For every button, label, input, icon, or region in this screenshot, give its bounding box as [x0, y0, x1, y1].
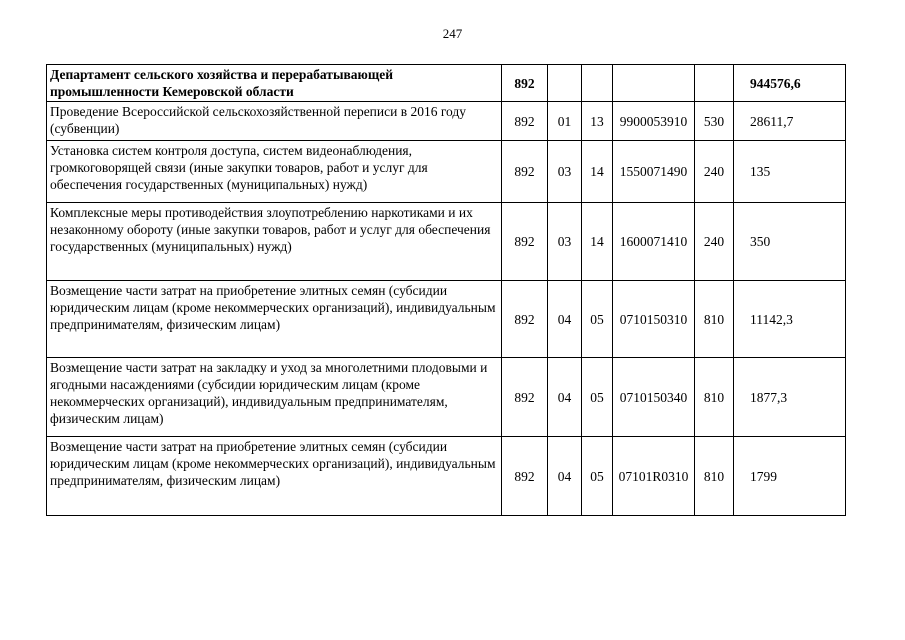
- cell-pr: 05: [582, 281, 613, 358]
- row-name: Установка систем контроля доступа, систем видеонаблюдения, громкоговорящей связи (иные закупки товаров, работ и услуг для обеспечения государственных (муниципальных) нужд): [47, 141, 502, 203]
- table-row: [47, 102, 846, 141]
- cell-pr: 14: [582, 203, 613, 281]
- cell-pr: [582, 65, 613, 102]
- cell-csr: 07101R0310: [613, 437, 695, 516]
- table-row: [47, 141, 846, 203]
- table-row: [47, 203, 846, 281]
- cell-rz: 04: [548, 437, 582, 516]
- table-row: [47, 437, 846, 516]
- cell-vr: 810: [695, 358, 734, 437]
- cell-csr: 9900053910: [613, 102, 695, 141]
- cell-sum: 1799: [734, 437, 846, 516]
- cell-sum: 11142,3: [734, 281, 846, 358]
- cell-vr: [695, 65, 734, 102]
- cell-csr: 1550071490: [613, 141, 695, 203]
- cell-rz: 01: [548, 102, 582, 141]
- cell-sum: 135: [734, 141, 846, 203]
- cell-vr: 810: [695, 281, 734, 358]
- budget-table: [46, 64, 846, 516]
- cell-csr: 0710150310: [613, 281, 695, 358]
- row-name: Возмещение части затрат на закладку и уход за многолетними плодовыми и ягодными насаждениями (субсидии юридическим лицам (кроме некоммерческих организаций), индивидуальным предпринимателям, физическим лицам): [47, 358, 502, 437]
- cell-pr: 05: [582, 358, 613, 437]
- cell-vr: 530: [695, 102, 734, 141]
- table-row: [47, 65, 846, 102]
- row-name: Комплексные меры противодействия злоупотреблению наркотиками и их незаконному обороту (иные закупки товаров, работ и услуг для обеспечения государственных (муниципальных) нужд): [47, 203, 502, 281]
- cell-vr: 240: [695, 141, 734, 203]
- page-number: 247: [442, 26, 463, 41]
- row-name: Департамент сельского хозяйства и перерабатывающей промышленности Кемеровской области: [47, 65, 502, 102]
- cell-ved: 892: [502, 281, 548, 358]
- table-row: [47, 281, 846, 358]
- cell-sum: 350: [734, 203, 846, 281]
- cell-ved: 892: [502, 437, 548, 516]
- cell-rz: 03: [548, 141, 582, 203]
- cell-vr: 810: [695, 437, 734, 516]
- cell-sum: 28611,7: [734, 102, 846, 141]
- cell-ved: 892: [502, 203, 548, 281]
- cell-ved: 892: [502, 141, 548, 203]
- cell-pr: 13: [582, 102, 613, 141]
- cell-rz: 04: [548, 358, 582, 437]
- cell-pr: 05: [582, 437, 613, 516]
- cell-csr: 1600071410: [613, 203, 695, 281]
- cell-sum: 1877,3: [734, 358, 846, 437]
- cell-pr: 14: [582, 141, 613, 203]
- cell-vr: 240: [695, 203, 734, 281]
- row-name: Возмещение части затрат на приобретение элитных семян (субсидии юридическим лицам (кроме некоммерческих организаций), индивидуальным предпринимателям, физическим лицам): [47, 281, 502, 358]
- cell-rz: [548, 65, 582, 102]
- cell-ved: 892: [502, 65, 548, 102]
- cell-csr: 0710150340: [613, 358, 695, 437]
- cell-rz: 03: [548, 203, 582, 281]
- cell-ved: 892: [502, 358, 548, 437]
- table-row: [47, 358, 846, 437]
- cell-ved: 892: [502, 102, 548, 141]
- row-name: Проведение Всероссийской сельскохозяйственной переписи в 2016 году (субвенции): [47, 102, 502, 141]
- cell-csr: [613, 65, 695, 102]
- row-name: Возмещение части затрат на приобретение элитных семян (субсидии юридическим лицам (кроме некоммерческих организаций), индивидуальным предпринимателям, физическим лицам): [47, 437, 502, 516]
- cell-sum: 944576,6: [734, 65, 846, 102]
- cell-rz: 04: [548, 281, 582, 358]
